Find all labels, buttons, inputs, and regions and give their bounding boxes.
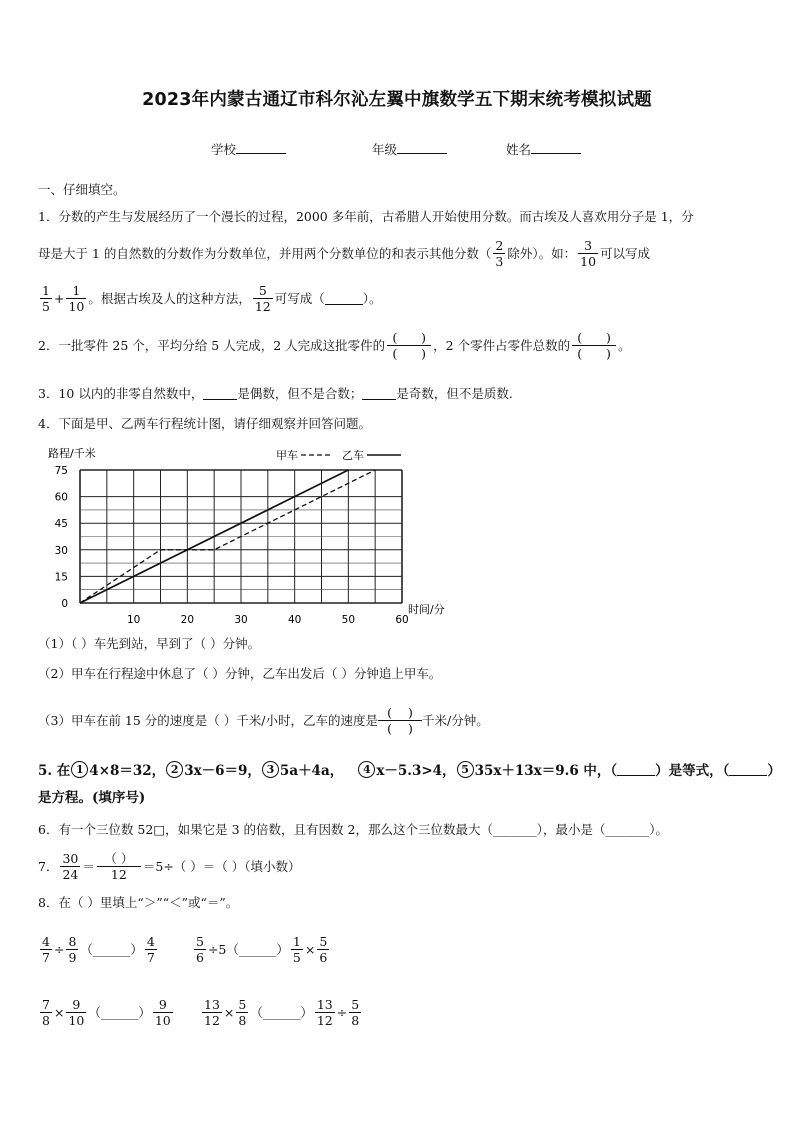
name-label: 姓名 <box>506 142 532 157</box>
legend-label-yi: 乙车 <box>342 449 364 462</box>
q1-text-d: 。根据古埃及人的这种方法， <box>88 291 251 306</box>
q5-expr-1: 4×8＝32， <box>89 763 166 779</box>
q2-text-a: 2．一批零件 25 个，平均分给 5 人完成，2 人完成这批零件的 <box>38 338 386 353</box>
q4-sub3-text-a: （3）甲车在前 15 分的速度是（ ）千米/小时，乙车的速度是 <box>38 713 378 728</box>
divide-sign: ÷ <box>53 941 65 957</box>
school-label: 学校 <box>211 142 237 157</box>
fraction-5-6-b: $\frac{5}{6}$ <box>319 933 328 965</box>
x-tick-label: 50 <box>341 614 356 626</box>
fraction-8-9: $\frac{8}{9}$ <box>68 933 77 965</box>
q5-line1 <box>38 759 781 779</box>
equals-sign: ＝ <box>82 859 95 874</box>
fraction-13-12: $\frac{13}{12}$ <box>204 996 220 1028</box>
name-field[interactable] <box>506 141 581 158</box>
q1-text-b: 除外）。如： <box>507 246 577 261</box>
q1-line3 <box>38 279 382 317</box>
fraction-5-6: $\frac{5}{6}$ <box>196 933 204 965</box>
y-tick-label: 75 <box>54 465 68 477</box>
q8-pair-2 <box>192 929 331 969</box>
q5-expr-4: x－5.3>4， <box>376 763 456 779</box>
fraction-5-12: $\frac{5}{12}$ <box>254 282 271 314</box>
fraction-7-8: $\frac{7}{8}$ <box>42 996 50 1028</box>
q1-text-f: ）。 <box>362 291 382 306</box>
circled-number-2: 2 <box>166 761 183 778</box>
school-field[interactable] <box>211 141 286 158</box>
q8-pair-1 <box>38 929 159 969</box>
plus-sign: + <box>53 290 65 306</box>
q3-text-a: 3．10 以内的非零自然数中， <box>38 386 204 401</box>
q8-pair-4 <box>200 992 363 1032</box>
q3-text-b: 是偶数，但不是合数； <box>237 386 363 401</box>
fraction-2-3: $\frac{2}{3}$ <box>495 237 504 269</box>
travel-line-chart <box>36 443 476 628</box>
q4-sub1: （1）（ ）车先到站，早到了（ ）分钟。 <box>38 636 261 651</box>
q1-line2 <box>38 234 650 272</box>
y-tick-label: 60 <box>54 491 68 504</box>
q3-blank-1[interactable] <box>203 387 237 400</box>
times-sign: × <box>304 941 316 957</box>
x-tick-label: 30 <box>234 614 248 626</box>
x-tick-label: 60 <box>395 614 409 626</box>
q3-text-c: 是奇数，但不是质数. <box>396 386 513 401</box>
q5-expr-2: 3x－6＝9， <box>184 763 261 779</box>
circled-number-1: 1 <box>71 761 88 778</box>
y-tick-label: 0 <box>61 598 68 610</box>
y-axis-label: 路程/千米 <box>48 447 96 460</box>
q7-label: 7． <box>38 859 59 874</box>
fraction-9-10: $\frac{9}{10}$ <box>68 996 85 1028</box>
section-heading: 一、仔细填空。 <box>38 182 126 197</box>
divide-sign-2: ÷ <box>336 1004 348 1020</box>
q3-line <box>38 384 513 402</box>
fraction-5-8-b: $\frac{5}{8}$ <box>351 996 360 1028</box>
q5-expr-5: 35x＋13x＝9.6 中，（ <box>474 763 618 779</box>
q2-text-b: ，2 个零件占零件总数的 <box>433 338 571 353</box>
q1-text-c: 可以写成 <box>600 246 651 261</box>
legend-label-jia: 甲车 <box>276 449 298 462</box>
y-tick-label: 15 <box>54 571 68 584</box>
q1-text-e: 可写成（ <box>274 291 325 306</box>
q7-rest: ＝5÷（ ）＝（ ）（填小数） <box>142 859 301 874</box>
q8-blank-4[interactable]: （______） <box>250 1005 313 1020</box>
q2-line <box>38 323 631 367</box>
fraction-9-10-b: $\frac{9}{10}$ <box>154 996 171 1028</box>
times-sign-2: × <box>53 1004 65 1020</box>
q5-expr-3: 5a＋4a， <box>279 763 344 779</box>
q3-blank-2[interactable] <box>362 387 396 400</box>
chart-legend <box>276 449 401 462</box>
fraction-5-8: $\frac{5}{8}$ <box>238 996 247 1028</box>
circled-number-4: 4 <box>358 761 375 778</box>
q4-fraction-blank[interactable]: $\frac{( )}{( )}$ <box>378 705 422 736</box>
fraction-3-10: $\frac{3}{10}$ <box>580 237 597 269</box>
fraction-1-5: $\frac{1}{5}$ <box>42 282 50 314</box>
q4-sub2: （2）甲车在行程途中休息了（ ）分钟，乙车出发后（ ）分钟追上甲车。 <box>38 666 442 681</box>
y-tick-label: 45 <box>54 518 68 531</box>
fraction-4-7: $\frac{4}{7}$ <box>42 933 50 965</box>
q1-text-a: 母是大于 1 的自然数的分数作为分数单位，并用两个分数单位的和表示其他分数（ <box>38 246 492 261</box>
fraction-4-7-b: $\frac{4}{7}$ <box>146 933 155 965</box>
x-axis-label: 时间/分 <box>408 603 445 616</box>
q7-fraction-blank[interactable]: $\frac{( )}{12}$ <box>97 851 141 882</box>
circled-number-3: 3 <box>262 761 279 778</box>
x-tick-label: 40 <box>287 614 302 626</box>
q8-pair-3 <box>38 992 175 1032</box>
q5-text-m: ）是等式，（ <box>655 763 730 779</box>
x-tick-label: 10 <box>126 614 141 626</box>
q8-blank-3[interactable]: （______） <box>88 1005 151 1020</box>
x-tick-label: 20 <box>180 614 195 626</box>
fraction-1-5-b: $\frac{1}{5}$ <box>292 933 301 965</box>
fraction-1-10: $\frac{1}{10}$ <box>68 282 85 314</box>
fraction-30-24: $\frac{30}{24}$ <box>62 850 79 882</box>
q2-fraction-blank-1[interactable]: $\frac{( )}{( )}$ <box>387 330 431 361</box>
q7-line <box>38 846 301 886</box>
y-tick-label: 30 <box>54 544 68 557</box>
q5-line2: 是方程。(填序号) <box>38 790 146 806</box>
q2-text-c: 。 <box>618 338 631 353</box>
q8-blank-2[interactable]: ÷5（______） <box>207 942 289 957</box>
q5-text-end: ） <box>767 763 781 779</box>
q2-fraction-blank-2[interactable]: $\frac{( )}{( )}$ <box>572 330 616 361</box>
grade-label: 年级 <box>372 142 398 157</box>
chart-ticks <box>55 465 409 626</box>
q8-blank-1[interactable]: （______） <box>80 942 143 957</box>
q1-answer-blank[interactable] <box>325 292 363 305</box>
q4-text: 4．下面是甲、乙两车行程统计图，请仔细观察并回答问题。 <box>38 416 371 431</box>
q1-line1: 1．分数的产生与发展经历了一个漫长的过程，2000 多年前，古希腊人开始使用分数。而古埃及人喜欢用分子是 1，分 <box>38 209 694 224</box>
q5-blank-2[interactable] <box>729 763 767 776</box>
fraction-13-12-b: $\frac{13}{12}$ <box>316 996 333 1028</box>
circled-number-5: 5 <box>457 761 474 778</box>
q8-text: 8．在（ ）里填上“＞”“＜”或“＝”。 <box>38 895 239 910</box>
grade-field[interactable] <box>372 141 447 158</box>
times-sign-3: × <box>223 1004 235 1020</box>
page-title: 2023年内蒙古通辽市科尔沁左翼中旗数学五下期末统考模拟试题 <box>142 90 652 110</box>
q4-sub3 <box>38 698 489 742</box>
q6-line: 6．有一个三位数 52□，如果它是 3 的倍数，且有因数 2，那么这个三位数最大（_______），最小是（_______）。 <box>38 822 668 837</box>
q4-sub3-text-b: 千米/分钟。 <box>422 713 489 728</box>
q5-text-a: 5. 在 <box>38 763 71 779</box>
q5-blank-1[interactable] <box>617 763 655 776</box>
